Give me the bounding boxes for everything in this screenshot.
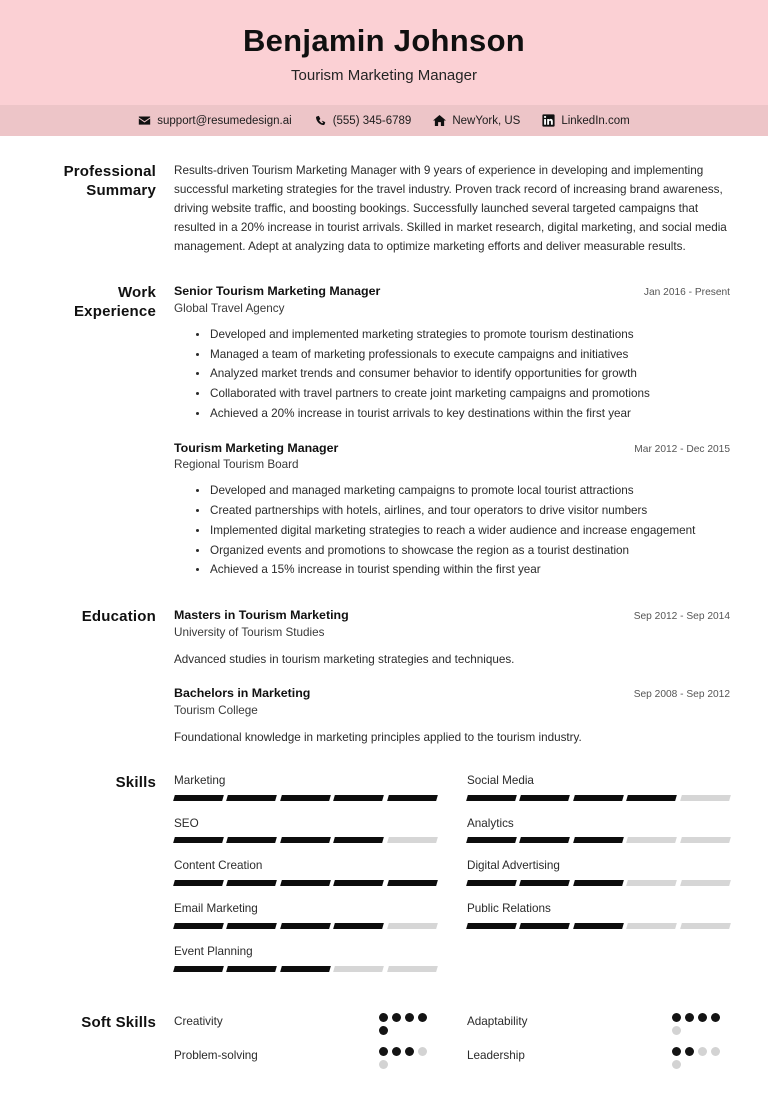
entry-bullet: Achieved a 15% increase in tourist spending within the first year: [196, 561, 730, 579]
rating-dot: [685, 1013, 694, 1022]
entry-bullet: Collaborated with travel partners to create joint marketing campaigns and promotions: [196, 385, 730, 403]
contact-item-phone[interactable]: [314, 114, 412, 127]
entry-description: Foundational knowledge in marketing principles applied to the tourism industry.: [174, 731, 582, 745]
skill-name: SEO: [174, 816, 199, 830]
entry-description: Advanced studies in tourism marketing strategies and techniques.: [174, 652, 515, 666]
soft-skill-item: [174, 1013, 437, 1035]
contact-item-linkedin[interactable]: [542, 114, 629, 127]
rating-dot: [672, 1060, 681, 1069]
envelope-icon: [138, 114, 151, 127]
entry-bullet: Managed a team of marketing professionals to execute campaigns and initiatives: [196, 346, 730, 364]
skill-item: [467, 901, 730, 929]
contact-item-home[interactable]: [433, 114, 520, 127]
skill-bar-segment: [387, 837, 438, 843]
skill-bar-segment: [387, 795, 438, 801]
section-soft-skills: [38, 1013, 730, 1081]
rating-dot: [392, 1047, 401, 1056]
skill-bar-segment: [280, 966, 331, 972]
entry: [174, 685, 730, 746]
entry-organization: Tourism College: [174, 704, 258, 718]
entry: [174, 607, 730, 668]
summary-text: Results-driven Tourism Marketing Manager with 9 years of experience in developing and implementing successful marketing strategies for the travel industry. Proven track record of increasing brand awareness, driving website traffic, and boosting bookings. Successfully launched several targeted campaigns that resulted in a 20% increase in tourist arrivals. Skilled in market research, digital marketing, and social media management. Adept at analyzing data to optimize marketing efforts and deliver measurable results.: [174, 164, 727, 254]
rating-dot: [379, 1047, 388, 1056]
phone-icon: [314, 114, 327, 127]
skill-item: [467, 858, 730, 886]
skill-bar-segment: [626, 880, 677, 886]
rating-dot: [711, 1047, 720, 1056]
entry-bullet: Achieved a 20% increase in tourist arrivals to key destinations within the first year: [196, 405, 730, 423]
skill-level-bar: [174, 837, 437, 843]
skill-bar-segment: [333, 923, 384, 929]
entry-bullet: Developed and implemented marketing strategies to promote tourism destinations: [196, 326, 730, 344]
section-work-experience: [38, 283, 730, 581]
contact-text: (555) 345-6789: [332, 114, 412, 127]
skill-name: Analytics: [467, 816, 514, 830]
skill-item: [174, 901, 437, 929]
skill-bar-segment: [333, 966, 384, 972]
skill-level-bar: [174, 923, 437, 929]
contact-text: LinkedIn.com: [561, 114, 630, 127]
skill-level-bar: [467, 880, 730, 886]
skill-bar-segment: [173, 880, 224, 886]
soft-skill-name: Problem-solving: [174, 1048, 258, 1062]
rating-dot: [672, 1026, 681, 1035]
entry-bullet-list: [174, 326, 730, 423]
skill-bar-segment: [573, 923, 624, 929]
entry-header: [174, 283, 730, 300]
soft-skill-item: [467, 1013, 730, 1035]
entry: [174, 440, 730, 580]
skill-bar-segment: [573, 837, 624, 843]
entry-organization: Regional Tourism Board: [174, 458, 299, 472]
contact-item-envelope[interactable]: [138, 114, 291, 127]
home-icon: [433, 114, 446, 127]
skill-bar-segment: [280, 923, 331, 929]
rating-dot: [418, 1047, 427, 1056]
entry-header: [174, 685, 730, 702]
rating-dot: [405, 1013, 414, 1022]
skill-bar-segment: [680, 880, 731, 886]
soft-skill-rating: [672, 1013, 730, 1035]
skill-bar-segment: [520, 880, 571, 886]
skill-bar-segment: [520, 837, 571, 843]
skill-bar-segment: [227, 880, 278, 886]
skill-name: Public Relations: [467, 902, 551, 916]
skill-bar-segment: [466, 795, 517, 801]
skill-item: [174, 773, 437, 801]
skill-bar-segment: [387, 966, 438, 972]
skill-bar-segment: [333, 795, 384, 801]
skill-level-bar: [174, 880, 437, 886]
skill-level-bar: [467, 795, 730, 801]
soft-skill-name: Leadership: [467, 1048, 525, 1062]
skill-bar-segment: [173, 795, 224, 801]
skills-grid: [174, 773, 730, 987]
section-label-summary: Professional Summary: [63, 163, 156, 200]
section-label-education: Education: [81, 608, 156, 626]
contact-bar: [0, 105, 768, 136]
entry-bullet: Organized events and promotions to showcase the region as a tourist destination: [196, 542, 730, 560]
education-content: [174, 607, 730, 747]
rating-dot: [672, 1047, 681, 1056]
skill-bar-segment: [227, 837, 278, 843]
skill-bar-segment: [573, 880, 624, 886]
soft-skills-content: [174, 1013, 730, 1081]
skill-bar-segment: [387, 880, 438, 886]
skill-level-bar: [174, 795, 437, 801]
skill-level-bar: [174, 966, 437, 972]
skill-bar-segment: [520, 923, 571, 929]
soft-skill-name: Adaptability: [467, 1014, 528, 1028]
entry-header: [174, 607, 730, 624]
skill-bar-segment: [626, 837, 677, 843]
entry-organization: University of Tourism Studies: [174, 625, 325, 639]
skill-name: Event Planning: [174, 944, 253, 958]
entry-title: Masters in Tourism Marketing: [174, 608, 349, 623]
skill-bar-segment: [280, 837, 331, 843]
soft-skill-item: [174, 1047, 437, 1069]
skill-bar-segment: [173, 837, 224, 843]
skill-bar-segment: [333, 837, 384, 843]
skill-bar-segment: [466, 923, 517, 929]
skill-name: Digital Advertising: [467, 859, 560, 873]
skill-bar-segment: [227, 795, 278, 801]
page-title: Benjamin Johnson: [242, 23, 526, 58]
contact-text: NewYork, US: [452, 114, 521, 127]
rating-dot: [672, 1013, 681, 1022]
skill-bar-segment: [333, 880, 384, 886]
resume-body: [0, 136, 768, 1106]
rating-dot: [698, 1013, 707, 1022]
skill-item: [174, 816, 437, 844]
skill-bar-segment: [227, 923, 278, 929]
entry-bullet: Created partnerships with hotels, airlines, and tour operators to drive visitor numbers: [196, 502, 730, 520]
entry-header: [174, 440, 730, 457]
skill-item: [174, 944, 437, 972]
section-label-experience: Work Experience: [73, 284, 156, 321]
entry-bullet-list: [174, 482, 730, 579]
entry-bullet: Analyzed market trends and consumer behavior to identify opportunities for growth: [196, 365, 730, 383]
skill-bar-segment: [227, 966, 278, 972]
skill-bar-segment: [280, 880, 331, 886]
rating-dot: [418, 1013, 427, 1022]
entry-date: Sep 2008 - Sep 2012: [633, 689, 730, 701]
job-title: Tourism Marketing Manager: [291, 66, 477, 84]
skill-bar-segment: [626, 923, 677, 929]
rating-dot: [379, 1013, 388, 1022]
rating-dot: [685, 1047, 694, 1056]
rating-dot: [711, 1013, 720, 1022]
skill-name: Social Media: [467, 773, 534, 787]
skill-bar-segment: [280, 795, 331, 801]
skills-content: [174, 773, 730, 987]
skill-level-bar: [467, 837, 730, 843]
entry: [174, 283, 730, 423]
skill-bar-segment: [680, 837, 731, 843]
skill-bar-segment: [466, 837, 517, 843]
soft-skill-name: Creativity: [174, 1014, 223, 1028]
section-education: [38, 607, 730, 747]
soft-skill-rating: [672, 1047, 730, 1069]
rating-dot: [392, 1013, 401, 1022]
rating-dot: [698, 1047, 707, 1056]
section-professional-summary: [38, 162, 730, 257]
skill-name: Email Marketing: [174, 902, 258, 916]
contact-text: support@resumedesign.ai: [157, 114, 292, 127]
skill-name: Marketing: [174, 773, 226, 787]
rating-dot: [405, 1047, 414, 1056]
soft-skill-rating: [379, 1013, 437, 1035]
linkedin-icon: [542, 114, 555, 127]
skill-item: [174, 858, 437, 886]
entry-bullet: Implemented digital marketing strategies to reach a wider audience and increase engagement: [196, 522, 730, 540]
resume-header: [0, 0, 768, 105]
skill-bar-segment: [680, 795, 731, 801]
skill-bar-segment: [680, 923, 731, 929]
skill-name: Content Creation: [174, 859, 263, 873]
skill-level-bar: [467, 923, 730, 929]
summary-content: [174, 162, 730, 257]
skill-item: [467, 816, 730, 844]
skill-bar-segment: [387, 923, 438, 929]
entry-title: Bachelors in Marketing: [174, 686, 311, 701]
skill-bar-segment: [573, 795, 624, 801]
skill-item: [467, 773, 730, 801]
soft-skills-grid: [174, 1013, 730, 1081]
soft-skill-item: [467, 1047, 730, 1069]
entry-date: Mar 2012 - Dec 2015: [634, 443, 730, 455]
section-label-skills: Skills: [115, 773, 156, 791]
section-skills: [38, 773, 730, 987]
entry-title: Tourism Marketing Manager: [174, 440, 339, 455]
skill-bar-segment: [173, 966, 224, 972]
experience-content: [174, 283, 730, 581]
entry-bullet: Developed and managed marketing campaigns to promote local tourist attractions: [196, 482, 730, 500]
entry-title: Senior Tourism Marketing Manager: [174, 284, 381, 299]
skill-bar-segment: [626, 795, 677, 801]
rating-dot: [379, 1026, 388, 1035]
soft-skill-rating: [379, 1047, 437, 1069]
entry-date: Sep 2012 - Sep 2014: [633, 611, 730, 623]
skill-bar-segment: [520, 795, 571, 801]
entry-organization: Global Travel Agency: [174, 301, 285, 315]
entry-date: Jan 2016 - Present: [643, 287, 730, 299]
section-label-soft-skills: Soft Skills: [81, 1013, 156, 1031]
rating-dot: [379, 1060, 388, 1069]
skill-bar-segment: [173, 923, 224, 929]
skill-bar-segment: [466, 880, 517, 886]
